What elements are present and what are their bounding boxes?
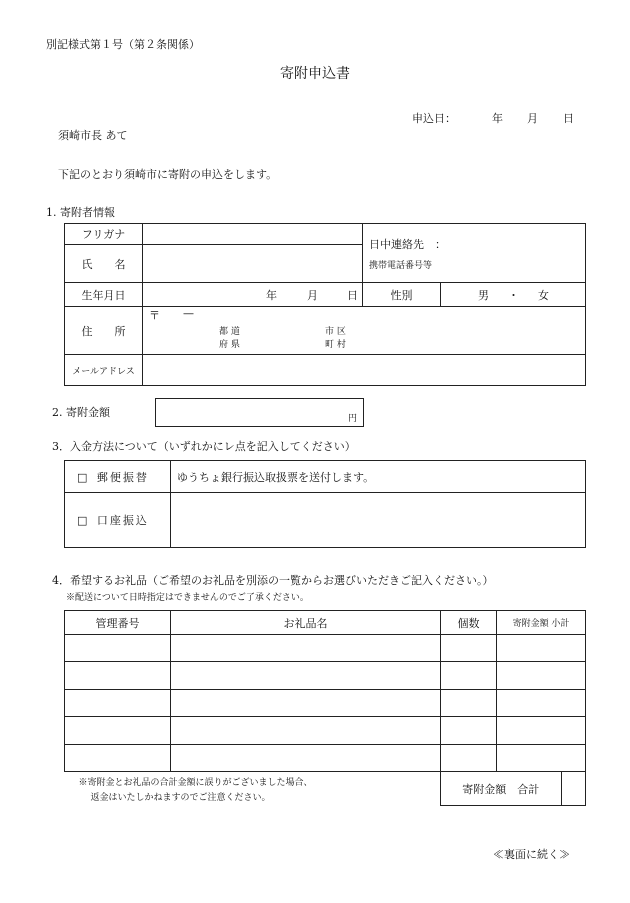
option-bank-transfer[interactable] (65, 493, 171, 548)
table-cell[interactable] (171, 717, 441, 745)
table-cell[interactable] (497, 717, 586, 745)
table-row (65, 690, 586, 717)
table-cell[interactable] (171, 662, 441, 690)
section3-heading: 3．入金方法について（いずれかにレ点を記入してください） (52, 440, 356, 453)
table-cell[interactable] (65, 690, 171, 717)
city-label-1: 市 区 (325, 327, 346, 337)
table-cell[interactable] (171, 635, 441, 662)
footnote-line1: ※寄附金とお礼品の合計金額に誤りがございました場合、 (78, 778, 313, 788)
postal-mark: 〒 (149, 309, 160, 322)
table-cell[interactable] (171, 745, 441, 772)
table-cell[interactable] (441, 690, 497, 717)
intro-text: 下記のとおり須崎市に寄附の申込をします。 (58, 168, 278, 181)
city-label-2: 町 村 (325, 340, 346, 350)
option-bank-transfer-desc (171, 493, 586, 548)
table-row (65, 717, 586, 745)
apply-date-label: 申込日： (412, 112, 456, 125)
table-cell[interactable] (171, 690, 441, 717)
gift-table (64, 610, 586, 806)
name-field[interactable] (143, 245, 363, 283)
total-inner (441, 772, 585, 805)
apply-date-month: 月 (527, 112, 538, 125)
total-cell (441, 772, 586, 806)
furigana-field[interactable] (143, 224, 363, 245)
table-cell[interactable] (441, 635, 497, 662)
email-label: メールアドレス (65, 355, 143, 386)
section4-heading: 4．希望するお礼品（ご希望のお礼品を別添の一覧からお選びいただきご記入ください。） (52, 574, 494, 587)
footnote-line2: 返金はいたしかねますのでご注意ください。 (90, 793, 271, 803)
birth-field[interactable] (143, 283, 363, 307)
table-cell[interactable] (497, 745, 586, 772)
gender-label: 性別 (363, 283, 441, 307)
option-postal-transfer-desc: ゆうちょ銀行振込取扱票を送付します。 (171, 461, 586, 493)
table-cell[interactable] (441, 745, 497, 772)
section1-heading: 1. 寄附者情報 (46, 206, 115, 219)
table-row (65, 635, 586, 662)
column-header: 個数 (441, 611, 497, 635)
table-cell[interactable] (65, 745, 171, 772)
apply-date-day: 日 (563, 112, 574, 125)
column-header: 管理番号 (65, 611, 171, 635)
donation-amount-field[interactable] (155, 398, 364, 427)
table-cell[interactable] (497, 690, 586, 717)
prefecture-label-1: 都 道 (219, 327, 240, 337)
continue-note: ≪裏面に続く≫ (493, 848, 570, 861)
checkbox-icon[interactable]: □ (77, 514, 88, 527)
checkbox-icon[interactable]: □ (77, 470, 88, 484)
contact-cell[interactable] (363, 224, 586, 283)
table-cell[interactable] (65, 662, 171, 690)
total-label: 寄附金額 合計 (441, 772, 561, 805)
prefecture-label-2: 府 県 (219, 340, 240, 350)
form-label: 別記様式第１号（第２条関係） (46, 38, 200, 51)
gender-male: 男 (478, 289, 489, 302)
birth-month: 月 (307, 289, 318, 302)
column-header: お礼品名 (171, 611, 441, 635)
yen-unit: 円 (347, 414, 357, 424)
furigana-label: フリガナ (65, 224, 143, 245)
table-cell[interactable] (65, 717, 171, 745)
option-postal-transfer[interactable] (65, 461, 171, 493)
column-header: 寄附金額 小計 (497, 611, 586, 635)
total-field[interactable] (561, 772, 585, 805)
table-cell[interactable] (65, 635, 171, 662)
gender-female: 女 (538, 289, 549, 302)
table-row (65, 745, 586, 772)
gender-field[interactable] (441, 283, 586, 307)
donor-info-table (64, 223, 586, 386)
apply-date-year: 年 (492, 112, 503, 125)
table-cell[interactable] (497, 662, 586, 690)
name-label: 氏 名 (65, 245, 143, 283)
table-cell[interactable] (497, 635, 586, 662)
birth-year: 年 (266, 289, 277, 302)
gift-footnote (65, 772, 441, 806)
option-postal-transfer-label: 郵便振替 (96, 470, 149, 484)
address-field[interactable] (143, 307, 586, 355)
birth-day: 日 (347, 289, 358, 302)
payment-method-table (64, 460, 586, 548)
gender-dot: ・ (508, 289, 519, 302)
postal-dash: — (183, 307, 194, 320)
table-cell[interactable] (441, 717, 497, 745)
contact-label: 日中連絡先 ： (369, 237, 446, 251)
table-cell[interactable] (441, 662, 497, 690)
email-field[interactable] (143, 355, 586, 386)
section2-heading: 2. 寄附金額 (52, 406, 110, 419)
address-label: 住 所 (65, 307, 143, 355)
section4-note: ※配送について日時指定はできませんのでご了承ください。 (66, 593, 309, 603)
addressee: 須崎市長 あて (58, 129, 128, 142)
option-bank-transfer-label: 口座振込 (96, 514, 149, 527)
contact-sublabel: 携帯電話番号等 (369, 260, 433, 271)
table-row (65, 662, 586, 690)
page-title: 寄附申込書 (280, 66, 350, 82)
birth-label: 生年月日 (65, 283, 143, 307)
